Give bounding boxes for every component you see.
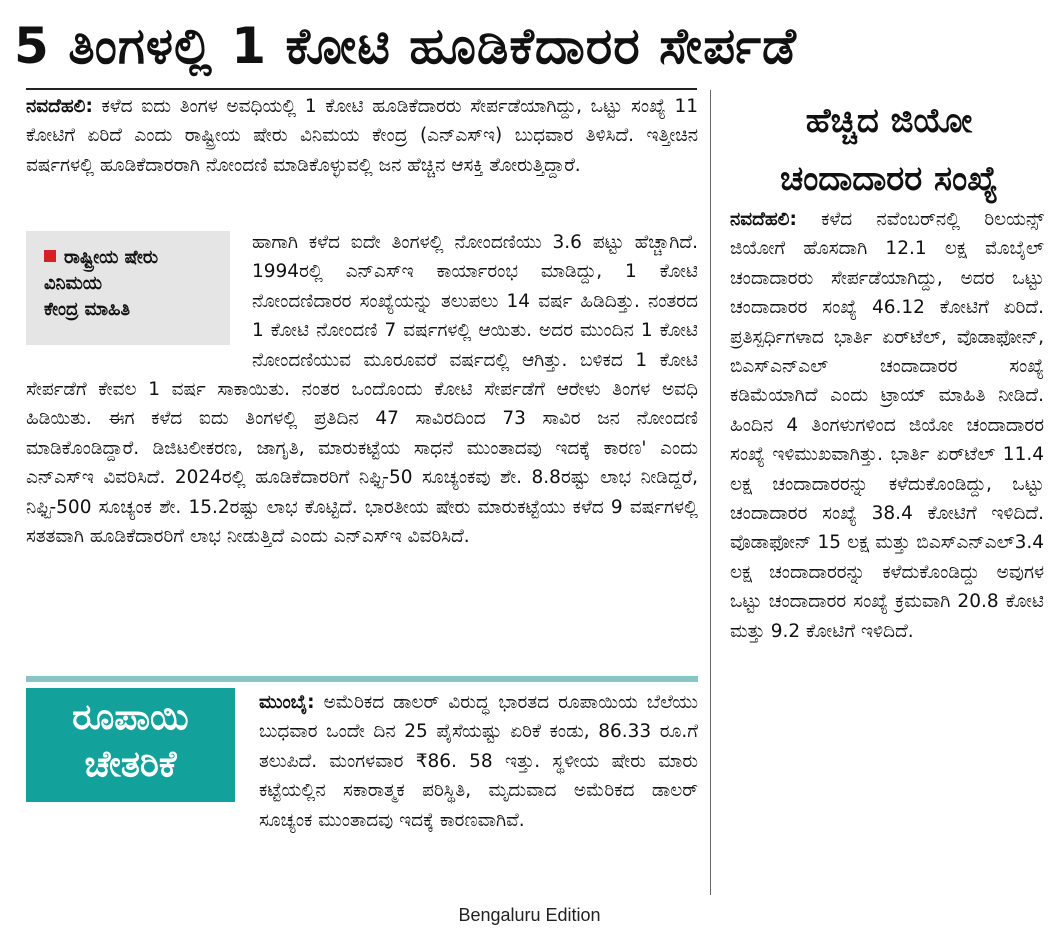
rupee-label-line1: ರೂಪಾಯಿ (72, 697, 189, 738)
rupee-story-body: ಅಮೆರಿಕದ ಡಾಲರ್ ವಿರುದ್ಧ ಭಾರತದ ರೂಪಾಯಿಯ ಬೆಲೆಯು ಬುಧವಾರ ಒಂದೇ ದಿನ 25 ಪೈಸೆಯಷ್ಟು ಏರಿಕೆ ಕಂಡು, 86.33 ರೂ.ಗೆ ತಲುಪಿದೆ. ಮಂಗಳವಾರ ₹86. 58 ಇತ್ತು. ಸ್ಥಳೀಯ ಷೇರು ಮಾರು ಕಟ್ಟೆಯಲ್ಲಿನ ಸಕಾರಾತ್ಮಕ ಪರಿಸ್ಥಿತಿ, ಮೃದುವಾದ ಅಮೆರಿಕದ ಡಾಲರ್ ಸೂಚ್ಯಂಕ ಮುಂತಾದವು ಇದಕ್ಕೆ ಕಾರಣವಾಗಿವೆ. (259, 692, 698, 831)
sidebar-headline (724, 92, 1054, 208)
sidebar-headline-line1: ಹೆಚ್ಚಿದ ಜಿಯೋ (805, 101, 973, 141)
red-square-bullet-icon (44, 250, 56, 262)
headline-rule (26, 88, 697, 90)
main-dateline: ನವದೆಹಲಿ: (26, 96, 93, 117)
rupee-label-box (26, 688, 235, 802)
sidebar-dateline: ನವದೆಹಲಿ: (730, 209, 797, 230)
info-box-line2: ವಿನಿಮಯ (44, 273, 103, 294)
rupee-dateline: ಮುಂಬೈ: (259, 692, 315, 713)
info-box-line3: ಕೇಂದ್ರ ಮಾಹಿತಿ (44, 299, 131, 320)
info-box (26, 231, 230, 345)
sidebar-headline-line2: ಚಂದಾದಾರರ ಸಂಖ್ಯೆ (780, 159, 998, 199)
main-story-intro-text: ಕಳೆದ ಐದು ತಿಂಗಳ ಅವಧಿಯಲ್ಲಿ 1 ಕೋಟಿ ಹೂಡಿಕೆದಾರರು ಸೇರ್ಪಡೆಯಾಗಿದ್ದು, ಒಟ್ಟು ಸಂಖ್ಯೆ 11 ಕೋಟಿಗೆ ಏರಿದೆ ಎಂದು ರಾಷ್ಟ್ರೀಯ ಷೇರು ವಿನಿಮಯ ಕೇಂದ್ರ (ಎನ್‌ಎಸ್‌ಇ) ಬುಧವಾರ ತಿಳಿಸಿದೆ. ಇತ್ತೀಚಿನ ವರ್ಷಗಳಲ್ಲಿ ಹೂಡಿಕೆದಾರರಾಗಿ ನೋಂದಣಿ ಮಾಡಿಕೊಳ್ಳುವಲ್ಲಿ ಜನ ಹೆಚ್ಚಿನ ಆಸಕ್ತಿ ತೋರುತ್ತಿದ್ದಾರೆ. (26, 96, 698, 176)
sidebar-story-body: ಕಳೆದ ನವೆಂಬರ್‌ನಲ್ಲಿ ರಿಲಯನ್ಸ್ ಜಿಯೋಗೆ ಹೊಸದಾಗಿ 12.1 ಲಕ್ಷ ಮೊಬೈಲ್ ಚಂದಾದಾರರು ಸೇರ್ಪಡೆಯಾಗಿದ್ದು, ಅದರ ಒಟ್ಟು ಚಂದಾದಾರರ ಸಂಖ್ಯೆ 46.12 ಕೋಟಿಗೆ ಏರಿದೆ. ಪ್ರತಿಸ್ಪರ್ಧಿಗಳಾದ ಭಾರ್ತಿ ಏರ್‌ಟೆಲ್, ವೊಡಾಫೋನ್, ಬಿಎಸ್‌ಎನ್‌ಎಲ್ ಚಂದಾದಾರರ ಸಂಖ್ಯೆ ಕಡಿಮೆಯಾಗಿದೆ ಎಂದು ಟ್ರಾಯ್ ಮಾಹಿತಿ ನೀಡಿದೆ. ಹಿಂದಿನ 4 ತಿಂಗಳುಗಳಿಂದ ಜಿಯೋ ಚಂದಾದಾರರ ಸಂಖ್ಯೆ ಇಳಿಮುಖವಾಗಿತ್ತು. ಭಾರ್ತಿ ಏರ್‌ಟೆಲ್ 11.4 ಲಕ್ಷ ಚಂದಾದಾರರನ್ನು ಕಳೆದುಕೊಂಡಿದ್ದು, ಒಟ್ಟು ಚಂದಾದಾರರ ಸಂಖ್ಯೆ 38.4 ಕೋಟಿಗೆ ಇಳಿದಿದೆ. ವೊಡಾಫೋನ್ 15 ಲಕ್ಷ ಮತ್ತು ಬಿಎಸ್‌ಎನ್‌ಎಲ್3.4 ಲಕ್ಷ ಚಂದಾದಾರರನ್ನು ಕಳೆದುಕೊಂಡಿದ್ದು ಅವುಗಳ ಒಟ್ಟು ಚಂದಾದಾರರ ಸಂಖ್ಯೆ ಕ್ರಮವಾಗಿ 20.8 ಕೋಟಿ ಮತ್ತು 9.2 ಕೋಟಿಗೆ ಇಳಿದಿದೆ. (730, 209, 1044, 642)
sidebar-story (730, 205, 1044, 646)
headline: 5 ತಿಂಗಳಲ್ಲಿ 1 ಕೋಟಿ ಹೂಡಿಕೆದಾರರ ಸೇರ್ಪಡೆ (14, 17, 797, 75)
main-story-body: ಹಾಗಾಗಿ ಕಳೆದ ಐದೇ ತಿಂಗಳಲ್ಲಿ ನೋಂದಣಿಯು 3.6 ಪಟ್ಟು ಹೆಚ್ಚಾಗಿದೆ. 1994ರಲ್ಲಿ ಎನ್‌ಎಸ್‌ಇ ಕಾರ್ಯಾರಂಭ ಮಾಡಿದ್ದು, 1 ಕೋಟಿ ನೋಂದಣಿದಾರರ ಸಂಖ್ಯೆಯನ್ನು ತಲುಪಲು 14 ವರ್ಷ ಹಿಡಿದಿತ್ತು. ನಂತರದ 1 ಕೋಟಿ ನೋಂದಣಿ 7 ವರ್ಷಗಳಲ್ಲಿ ಆಯಿತು. ಅದರ ಮುಂದಿನ 1 ಕೋಟಿ ನೋಂದಣಿಯುವ ಮೂರೂವರೆ ವರ್ಷದಲ್ಲಿ ಆಗಿತ್ತು. ಬಳಿಕದ 1 ಕೋಟಿ ಸೇರ್ಪಡೆಗೆ ಕೇವಲ 1 ವರ್ಷ ಸಾಕಾಯಿತು. ನಂತರ ಒಂದೊಂದು ಕೋಟಿ ಸೇರ್ಪಡೆಗೆ ಆರೇಳು ತಿಂಗಳ ಅವಧಿ ಹಿಡಿಯಿತು. ಈಗ ಕಳೆದ ಐದು ತಿಂಗಳಲ್ಲಿ ಪ್ರತಿದಿನ 47 ಸಾವಿರದಿಂದ 73 ಸಾವಿರ ಜನ ನೋಂದಣಿ ಮಾಡಿಕೊಂಡಿದ್ದಾರೆ. ಡಿಜಿಟಲೀಕರಣ, ಜಾಗೃತಿ, ಮಾರುಕಟ್ಟೆಯ ಸಾಧನೆ ಮುಂತಾದವು ಇದಕ್ಕೆ ಕಾರಣ' ಎಂದು ಎನ್‌ಎಸ್‌ಇ ವಿವರಿಸಿದೆ. 2024ರಲ್ಲಿ ಹೂಡಿಕೆದಾರರಿಗೆ ನಿಫ್ಟಿ-50 ಸೂಚ್ಯಂಕವು ಶೇ. 8.8ರಷ್ಟು ಲಾಭ ನೀಡಿದ್ದರೆ, ನಿಫ್ಟಿ-500 ಸೂಚ್ಯಂಕ ಶೇ. 15.2ರಷ್ಟು ಲಾಭ ಕೊಟ್ಟಿದೆ. ಭಾರತೀಯ ಷೇರು ಮಾರುಕಟ್ಟೆಯು ಕಳೆದ 9 ವರ್ಷಗಳಲ್ಲಿ ಸತತವಾಗಿ ಹೂಡಿಕೆದಾರರಿಗೆ ಲಾಭ ನೀಡುತ್ತಿದೆ ಎಂದು ಎನ್‌ಎಸ್‌ಇ ವಿವರಿಸಿದೆ. (26, 232, 698, 548)
info-box-line1: ರಾಷ್ಟ್ರೀಯ ಷೇರು (64, 247, 159, 268)
edition-label: Bengaluru Edition (458, 905, 601, 925)
column-divider (710, 90, 711, 895)
rupee-story (26, 688, 698, 835)
section-divider (26, 676, 698, 682)
main-story-intro (26, 92, 698, 180)
main-story-continued (26, 228, 698, 551)
rupee-label-line2: ಚೇತರಿಕೆ (84, 744, 177, 785)
